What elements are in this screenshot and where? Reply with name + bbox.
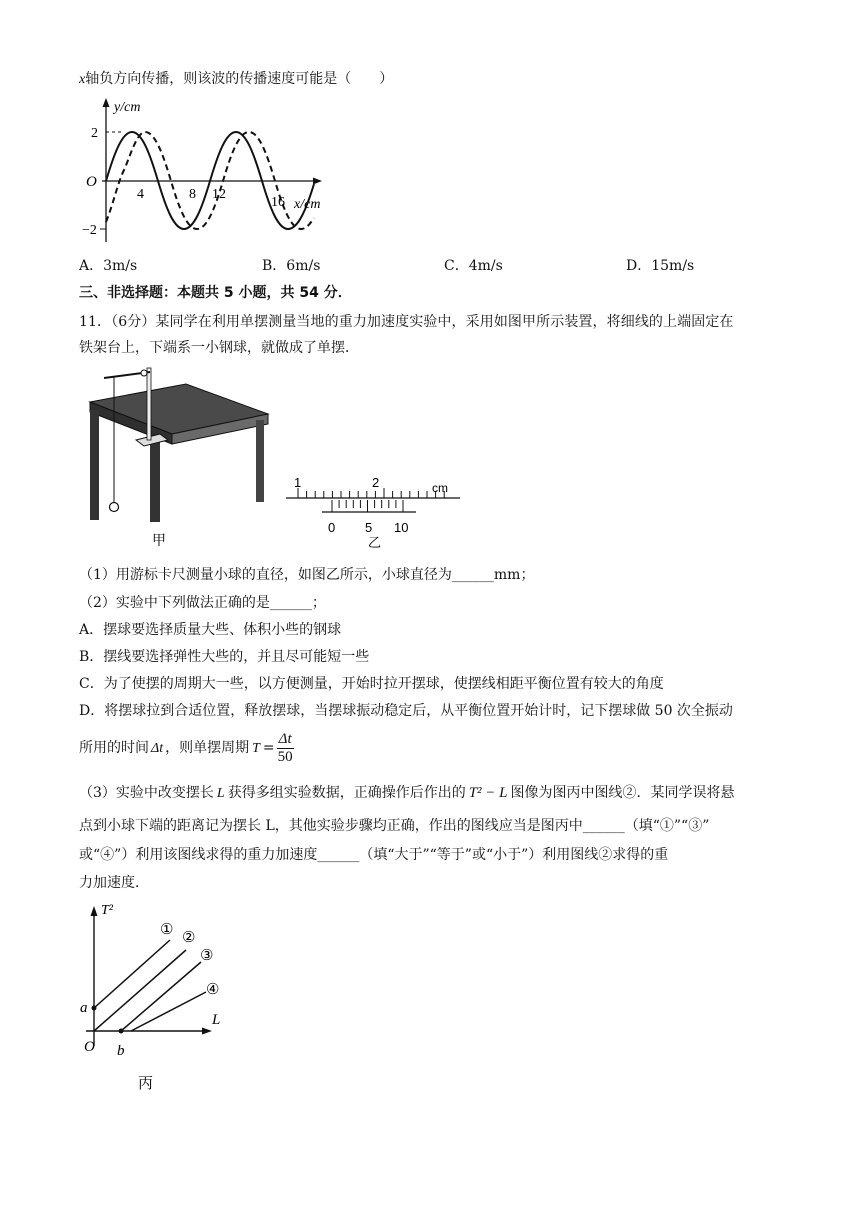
q10-option-d: D．15m/s [626,258,695,274]
t2l-caption: 丙 [138,1074,154,1092]
t2l-label-4: ④ [206,980,220,998]
wave-x-arrow [313,178,322,185]
q11-part1: （1）用游标卡尺测量小球的直径，如图乙所示，小球直径为______mm； [79,567,535,583]
wave-graph [78,92,338,248]
caliper-figure [282,474,464,548]
q11-option-b: B．摆线要选择弹性大些的，并且尽可能短一些 [79,649,370,665]
wave-y-arrow [103,98,110,107]
caliper-main-label-2: 2 [372,475,380,490]
t2l-label-3: ③ [200,946,214,964]
t2l-label-1: ① [160,920,174,938]
q11-part3-line4: 力加速度． [79,875,149,891]
caliper-main-label-1: 1 [294,475,302,490]
table-leg-left [90,410,99,520]
q11-part2: （2）实验中下列做法正确的是______； [79,595,326,611]
t2-l-graph [76,896,238,1096]
stand-rod [147,368,151,440]
q10-stem-var: x [79,72,86,87]
q11-part3-line3: 或“④”）利用该图线求得的重力加速度______（填“大于”“等于”或“小于”）利用图线②求得的重 [79,847,669,863]
period-fraction: $\frac{\Delta t}{50}$ [277,730,293,765]
wave-y-label: y/cm [114,100,141,115]
q11-part3-line1: （3）实验中改变摆长 L 获得多组实验数据，正确操作后作出的 T² − L 图像为图丙中图线②．某同学误将悬 [79,785,735,801]
pendulum-ball [110,503,119,512]
q11-option-c: C．为了使摆的周期大一些，以方便测量，开始时拉开摆球，使摆线相距平衡位置有较大的角度 [79,676,664,692]
wave-y-tick-2: 2 [91,126,98,141]
q10-option-c: C．4m/s [444,258,503,274]
t2l-b-label: b [117,1043,125,1059]
t2l-line-2 [94,950,186,1031]
q11-intro-line2: 铁架台上，下端系一小钢球，就做成了单摆． [79,340,359,356]
q10-option-b: B．6m/s [262,258,321,274]
caliper-vernier-label-0: 0 [328,520,336,535]
wave-x-tick-8: 8 [189,187,196,202]
t2l-label-2: ② [182,928,196,946]
q11-option-d-line2: 所用的时间 Δt ，则单摆周期 T = $\frac{\Delta t}{50}$ [79,730,293,765]
stand-clamp [141,370,147,376]
t2l-line-4 [131,992,206,1031]
caliper-main-unit: cm [432,481,448,495]
t2l-y-label: T² [101,903,113,918]
t2l-point-a [92,1006,97,1011]
section3-heading: 三、非选择题：本题共 5 小题，共 54 分． [79,285,352,301]
wave-y-tick-neg2: −2 [82,223,97,238]
t2l-x-label: L [212,1012,221,1028]
wave-x-tick-16: 16 [271,195,285,210]
t2l-origin: O [84,1039,95,1055]
q10-stem-text: 轴负方向传播，则该波的传播速度可能是（ ） [85,71,394,87]
caliper-vernier-label-5: 5 [365,520,373,535]
pendulum-figure [84,364,274,550]
fig-jia-caption: 甲 [152,533,166,549]
caliper-caption: 乙 [368,536,382,548]
wave-x-label: x/cm [294,197,321,212]
caliper-vernier-label-10: 10 [394,520,409,535]
t2l-point-b [119,1029,124,1034]
table-leg-right [256,420,264,502]
table-leg-front [150,436,160,522]
q10-stem [79,69,393,90]
t2l-a-label: a [80,1000,88,1016]
wave-x-tick-12: 12 [212,187,226,202]
q10-option-a: A．3m/s [79,258,138,274]
q11-option-a: A．摆球要选择质量大些、体积小些的钢球 [79,622,342,638]
wave-x-tick-4: 4 [137,187,144,202]
period-T: T [252,741,260,756]
q11-option-d-line1: D．将摆球拉到合适位置，释放摆球，当摆球振动稳定后，从平衡位置开始计时，记下摆球做 50 次全振动 [79,703,733,719]
q11-part3-line2: 点到小球下端的距离记为摆长 L，其他实验步骤均正确，作出的图线应当是图丙中______（填“①”“③” [79,818,710,834]
q11-intro-line1: 11．（6分）某同学在利用单摆测量当地的重力加速度实验中，采用如图甲所示装置，将细线的上端固定在 [79,314,734,330]
wave-origin: O [86,174,97,190]
stand-base [136,434,168,446]
delta-t: Δt [151,741,164,756]
t2l-y-arrow [91,906,98,916]
t2l-x-arrow [202,1028,212,1035]
